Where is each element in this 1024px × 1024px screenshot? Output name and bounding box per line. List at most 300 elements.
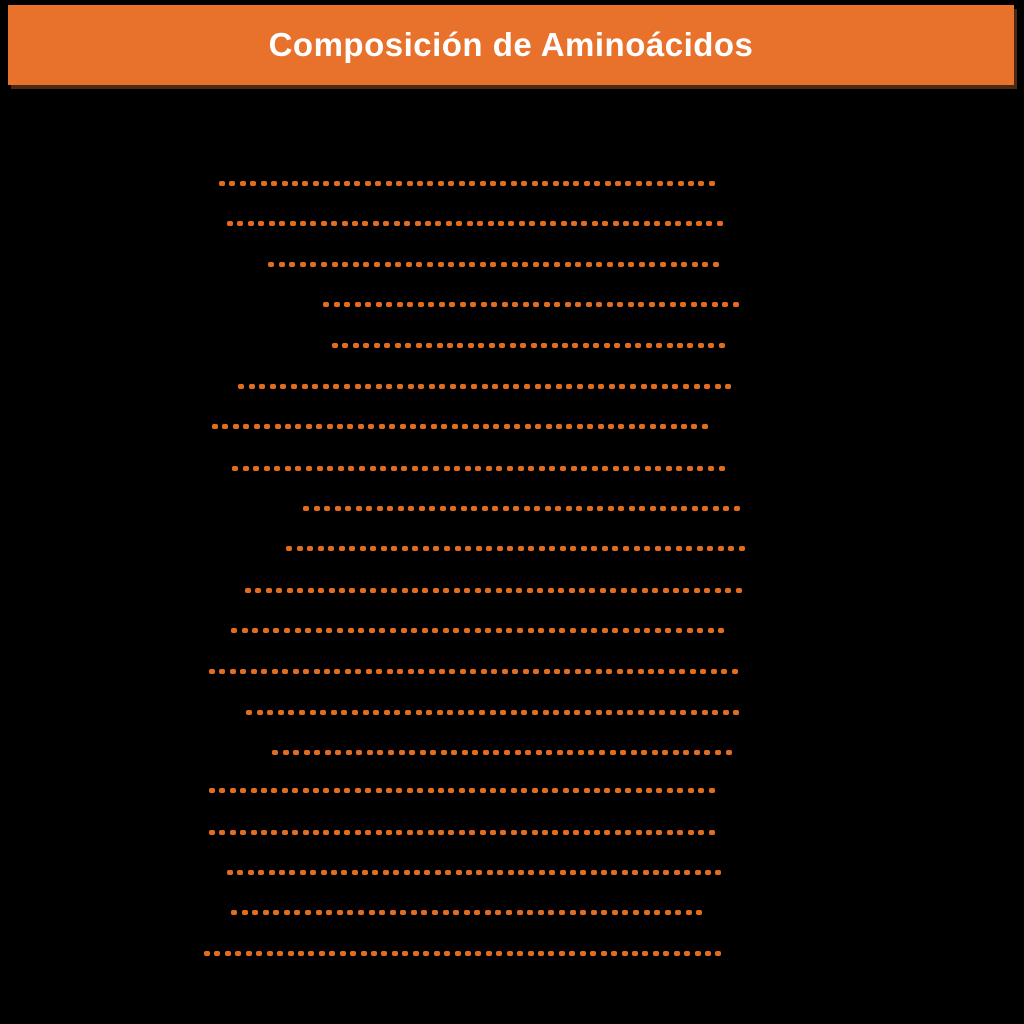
- leader-dot: [695, 870, 701, 875]
- leader-dot: [408, 669, 414, 674]
- leader-dot: [652, 588, 658, 593]
- leader-dot: [496, 951, 502, 956]
- leader-dot: [344, 181, 350, 186]
- leader-dot: [475, 951, 481, 956]
- leader-dot: [433, 466, 439, 471]
- leader-dot: [386, 384, 392, 389]
- leader-dot: [677, 788, 683, 793]
- leader-dot: [284, 628, 290, 633]
- leader-dot: [610, 750, 616, 755]
- leader-dot: [504, 424, 510, 429]
- leader-dot: [498, 221, 504, 226]
- leader-dot: [519, 221, 525, 226]
- leader-dot: [270, 384, 276, 389]
- leader-dot: [527, 588, 533, 593]
- leader-dot: [482, 506, 488, 511]
- leader-dot: [580, 910, 586, 915]
- leader-dot: [371, 951, 377, 956]
- leader-dot: [639, 424, 645, 429]
- leader-dot: [252, 910, 258, 915]
- leader-dot: [576, 506, 582, 511]
- leader-dot: [623, 628, 629, 633]
- leader-dot: [694, 750, 700, 755]
- leader-dot: [349, 588, 355, 593]
- leader-dot: [345, 506, 351, 511]
- leader-dot: [528, 546, 534, 551]
- leader-dot: [334, 669, 340, 674]
- leader-dot: [432, 910, 438, 915]
- leader-dot: [299, 710, 305, 715]
- leader-dot: [321, 262, 327, 267]
- leader-dot: [481, 302, 487, 307]
- leader-dot: [404, 870, 410, 875]
- leader-dot: [554, 669, 560, 674]
- leader-dot: [631, 588, 637, 593]
- leader-dot: [360, 546, 366, 551]
- leader-dot: [231, 910, 237, 915]
- leader-dot: [612, 546, 618, 551]
- leader-dot: [325, 750, 331, 755]
- leader-dot: [681, 424, 687, 429]
- leader-dot: [250, 181, 256, 186]
- leader-dot: [712, 302, 718, 307]
- leader-dot: [261, 181, 267, 186]
- leader-dot: [372, 870, 378, 875]
- leader-dot: [690, 669, 696, 674]
- leader-dot: [410, 424, 416, 429]
- leader-dot: [656, 788, 662, 793]
- leader-dot: [365, 181, 371, 186]
- leader-dot: [227, 870, 233, 875]
- leader-dot: [248, 870, 254, 875]
- leader-dot: [375, 181, 381, 186]
- leader-dot: [574, 710, 580, 715]
- leader-dot: [453, 910, 459, 915]
- leader-dot: [300, 221, 306, 226]
- leader-dot: [527, 910, 533, 915]
- leader-dot: [611, 870, 617, 875]
- leader-dot: [600, 588, 606, 593]
- leader-dot: [687, 466, 693, 471]
- leader-dot: [227, 221, 233, 226]
- leader-dot: [560, 870, 566, 875]
- leader-dot: [739, 546, 745, 551]
- leader-dot: [467, 221, 473, 226]
- leader-dot: [339, 588, 345, 593]
- leader-dot: [489, 343, 495, 348]
- leader-dot: [316, 628, 322, 633]
- leader-dot: [676, 628, 682, 633]
- leader-dot: [697, 546, 703, 551]
- leader-dot: [415, 221, 421, 226]
- leader-dot: [663, 870, 669, 875]
- leader-dot: [615, 830, 621, 835]
- leader-dot: [421, 910, 427, 915]
- leader-dot: [504, 750, 510, 755]
- leader-dot: [636, 788, 642, 793]
- leader-dot: [589, 588, 595, 593]
- leader-dot: [581, 546, 587, 551]
- leader-dot: [602, 546, 608, 551]
- leader-dot: [508, 870, 514, 875]
- leader-dot: [390, 628, 396, 633]
- leader-dot: [328, 546, 334, 551]
- leader-dot: [636, 181, 642, 186]
- leader-dot: [298, 951, 304, 956]
- leader-dot: [331, 221, 337, 226]
- leader-dot: [594, 788, 600, 793]
- leader-dot: [355, 669, 361, 674]
- leader-dot: [271, 830, 277, 835]
- leader-dot: [439, 302, 445, 307]
- leader-dot: [597, 506, 603, 511]
- leader-dot: [646, 788, 652, 793]
- leader-dot: [314, 750, 320, 755]
- leader-dot: [293, 669, 299, 674]
- leader-dot: [318, 546, 324, 551]
- leader-dot: [615, 788, 621, 793]
- leader-dot: [423, 951, 429, 956]
- leader-dot: [550, 221, 556, 226]
- leader-dot: [416, 343, 422, 348]
- leader-dot: [312, 384, 318, 389]
- leader-dot: [433, 588, 439, 593]
- leader-dot: [636, 830, 642, 835]
- leader-dot: [450, 506, 456, 511]
- leader-dot: [363, 710, 369, 715]
- leader-dot: [465, 951, 471, 956]
- leader-dot: [448, 830, 454, 835]
- leader-dot: [563, 788, 569, 793]
- leader-dot: [543, 710, 549, 715]
- leader-dot: [344, 384, 350, 389]
- leader-dot: [219, 788, 225, 793]
- leader-dot: [283, 750, 289, 755]
- leader-dot: [450, 384, 456, 389]
- leader-dot: [496, 588, 502, 593]
- leader-dot: [469, 181, 475, 186]
- leader-dot: [622, 870, 628, 875]
- leader-dot: [435, 870, 441, 875]
- leader-dot: [470, 669, 476, 674]
- leader-dot: [680, 710, 686, 715]
- leader-dot: [564, 669, 570, 674]
- leader-dot: [243, 424, 249, 429]
- dot-leader-row-6: [238, 384, 732, 389]
- leader-dot: [542, 181, 548, 186]
- leader-dot: [598, 384, 604, 389]
- leader-dot: [399, 750, 405, 755]
- leader-dot: [677, 343, 683, 348]
- leader-dot: [460, 384, 466, 389]
- leader-dot: [384, 343, 390, 348]
- leader-dot: [381, 951, 387, 956]
- leader-dot: [479, 710, 485, 715]
- leader-dot: [614, 343, 620, 348]
- leader-dot: [440, 506, 446, 511]
- leader-dot: [559, 951, 565, 956]
- leader-dot: [609, 384, 615, 389]
- leader-dot: [556, 424, 562, 429]
- leader-dot: [416, 710, 422, 715]
- leader-dot: [644, 546, 650, 551]
- leader-dot: [383, 221, 389, 226]
- leader-dot: [361, 951, 367, 956]
- leader-dot: [417, 830, 423, 835]
- leader-dot: [457, 343, 463, 348]
- leader-dot: [577, 384, 583, 389]
- leader-dot: [355, 384, 361, 389]
- leader-dot: [660, 506, 666, 511]
- leader-dot: [585, 669, 591, 674]
- leader-dot: [634, 546, 640, 551]
- leader-dot: [707, 546, 713, 551]
- leader-dot: [678, 181, 684, 186]
- leader-dot: [492, 384, 498, 389]
- leader-dot: [292, 181, 298, 186]
- leader-dot: [649, 262, 655, 267]
- leader-dot: [552, 788, 558, 793]
- leader-dot: [386, 181, 392, 186]
- leader-dot: [295, 424, 301, 429]
- leader-dot: [335, 750, 341, 755]
- leader-dot: [659, 710, 665, 715]
- leader-dot: [334, 181, 340, 186]
- leader-dot: [569, 588, 575, 593]
- leader-dot: [209, 669, 215, 674]
- leader-dot: [273, 910, 279, 915]
- leader-dot: [570, 910, 576, 915]
- leader-dot: [370, 588, 376, 593]
- leader-dot: [683, 750, 689, 755]
- leader-dot: [541, 343, 547, 348]
- leader-dot: [532, 710, 538, 715]
- leader-dot: [579, 588, 585, 593]
- leader-dot: [514, 424, 520, 429]
- leader-dot: [447, 343, 453, 348]
- leader-dot: [634, 466, 640, 471]
- leader-dot: [650, 506, 656, 511]
- leader-dot: [317, 466, 323, 471]
- leader-dot: [458, 710, 464, 715]
- leader-dot: [332, 262, 338, 267]
- leader-dot: [459, 262, 465, 267]
- leader-dot: [238, 384, 244, 389]
- leader-dot: [528, 870, 534, 875]
- leader-dot: [401, 628, 407, 633]
- leader-dot: [697, 466, 703, 471]
- leader-dot: [376, 788, 382, 793]
- leader-dot: [373, 221, 379, 226]
- leader-dot: [245, 588, 251, 593]
- leader-dot: [448, 181, 454, 186]
- leader-dot: [510, 343, 516, 348]
- leader-dot: [633, 910, 639, 915]
- leader-dot: [625, 343, 631, 348]
- leader-dot: [368, 424, 374, 429]
- leader-dot: [264, 466, 270, 471]
- leader-dot: [483, 424, 489, 429]
- leader-dot: [665, 628, 671, 633]
- leader-dot: [327, 466, 333, 471]
- leader-dot: [545, 506, 551, 511]
- leader-dot: [578, 750, 584, 755]
- leader-dot: [257, 710, 263, 715]
- leader-dot: [362, 221, 368, 226]
- leader-dot: [452, 424, 458, 429]
- leader-dot: [702, 262, 708, 267]
- leader-dot: [293, 750, 299, 755]
- leader-dot: [704, 588, 710, 593]
- leader-dot: [546, 424, 552, 429]
- leader-dot: [539, 870, 545, 875]
- leader-dot: [575, 669, 581, 674]
- leader-dot: [480, 788, 486, 793]
- leader-dot: [329, 951, 335, 956]
- leader-dot: [406, 262, 412, 267]
- dot-leader-row-9: [303, 506, 740, 511]
- leader-dot: [323, 302, 329, 307]
- leader-dot: [339, 546, 345, 551]
- leader-dot: [287, 588, 293, 593]
- leader-dot: [517, 951, 523, 956]
- leader-dot: [698, 830, 704, 835]
- leader-dot: [472, 750, 478, 755]
- dot-leader-row-18: [227, 870, 722, 875]
- leader-dot: [571, 466, 577, 471]
- leader-dot: [209, 788, 215, 793]
- leader-dot: [657, 181, 663, 186]
- leader-dot: [529, 221, 535, 226]
- leader-dot: [475, 466, 481, 471]
- leader-dot: [297, 588, 303, 593]
- leader-dot: [353, 343, 359, 348]
- leader-dot: [500, 830, 506, 835]
- leader-dot: [279, 221, 285, 226]
- leader-dot: [485, 628, 491, 633]
- leader-dot: [569, 951, 575, 956]
- leader-dot: [638, 669, 644, 674]
- leader-dot: [718, 546, 724, 551]
- leader-dot: [728, 546, 734, 551]
- leader-dot: [297, 546, 303, 551]
- leader-dot: [683, 384, 689, 389]
- leader-dot: [261, 788, 267, 793]
- leader-dot: [420, 424, 426, 429]
- leader-dot: [558, 588, 564, 593]
- leader-dot: [655, 628, 661, 633]
- leader-dot: [544, 669, 550, 674]
- leader-dot: [427, 181, 433, 186]
- leader-dot: [439, 669, 445, 674]
- leader-dot: [363, 343, 369, 348]
- leader-dot: [355, 302, 361, 307]
- leader-dot: [453, 628, 459, 633]
- leader-dot: [303, 830, 309, 835]
- leader-dot: [596, 710, 602, 715]
- leader-dot: [386, 788, 392, 793]
- leader-dot: [648, 669, 654, 674]
- leader-dot: [585, 710, 591, 715]
- leader-dot: [229, 181, 235, 186]
- leader-dot: [580, 951, 586, 956]
- leader-dot: [331, 710, 337, 715]
- leader-dot: [620, 750, 626, 755]
- leader-dot: [675, 221, 681, 226]
- leader-dot: [318, 588, 324, 593]
- leader-dot: [337, 910, 343, 915]
- leader-dot: [676, 466, 682, 471]
- leader-dot: [617, 710, 623, 715]
- leader-dot: [373, 710, 379, 715]
- leader-dot: [285, 466, 291, 471]
- leader-dot: [447, 710, 453, 715]
- leader-dot: [292, 788, 298, 793]
- leader-dot: [528, 951, 534, 956]
- leader-dot: [254, 424, 260, 429]
- leader-dot: [567, 750, 573, 755]
- leader-dot: [324, 506, 330, 511]
- leader-dot: [646, 343, 652, 348]
- leader-dot: [643, 870, 649, 875]
- leader-dot: [365, 302, 371, 307]
- leader-dot: [381, 588, 387, 593]
- leader-dot: [392, 951, 398, 956]
- leader-dot: [679, 669, 685, 674]
- leader-dot: [715, 870, 721, 875]
- leader-dot: [588, 384, 594, 389]
- leader-dot: [604, 788, 610, 793]
- leader-dot: [596, 262, 602, 267]
- leader-dot: [324, 669, 330, 674]
- leader-dot: [246, 710, 252, 715]
- leader-dot: [414, 870, 420, 875]
- leader-dot: [658, 669, 664, 674]
- leader-dot: [633, 221, 639, 226]
- leader-dot: [601, 870, 607, 875]
- leader-dot: [387, 506, 393, 511]
- leader-dot: [692, 506, 698, 511]
- leader-dot: [464, 588, 470, 593]
- leader-dot: [214, 951, 220, 956]
- leader-dot: [702, 424, 708, 429]
- leader-dot: [248, 221, 254, 226]
- leader-dot: [677, 830, 683, 835]
- leader-dot: [379, 910, 385, 915]
- leader-dot: [289, 262, 295, 267]
- leader-dot: [423, 546, 429, 551]
- leader-dot: [485, 588, 491, 593]
- leader-dot: [334, 788, 340, 793]
- leader-dot: [230, 830, 236, 835]
- leader-dot: [363, 262, 369, 267]
- leader-dot: [437, 710, 443, 715]
- leader-dot: [535, 424, 541, 429]
- leader-dot: [316, 910, 322, 915]
- leader-dot: [528, 466, 534, 471]
- leader-dot: [438, 181, 444, 186]
- leader-dot: [487, 870, 493, 875]
- leader-dot: [617, 669, 623, 674]
- leader-dot: [469, 788, 475, 793]
- leader-dot: [304, 750, 310, 755]
- leader-dot: [572, 343, 578, 348]
- leader-dot: [709, 788, 715, 793]
- leader-dot: [722, 302, 728, 307]
- leader-dot: [696, 910, 702, 915]
- leader-dot: [308, 951, 314, 956]
- leader-dot: [397, 302, 403, 307]
